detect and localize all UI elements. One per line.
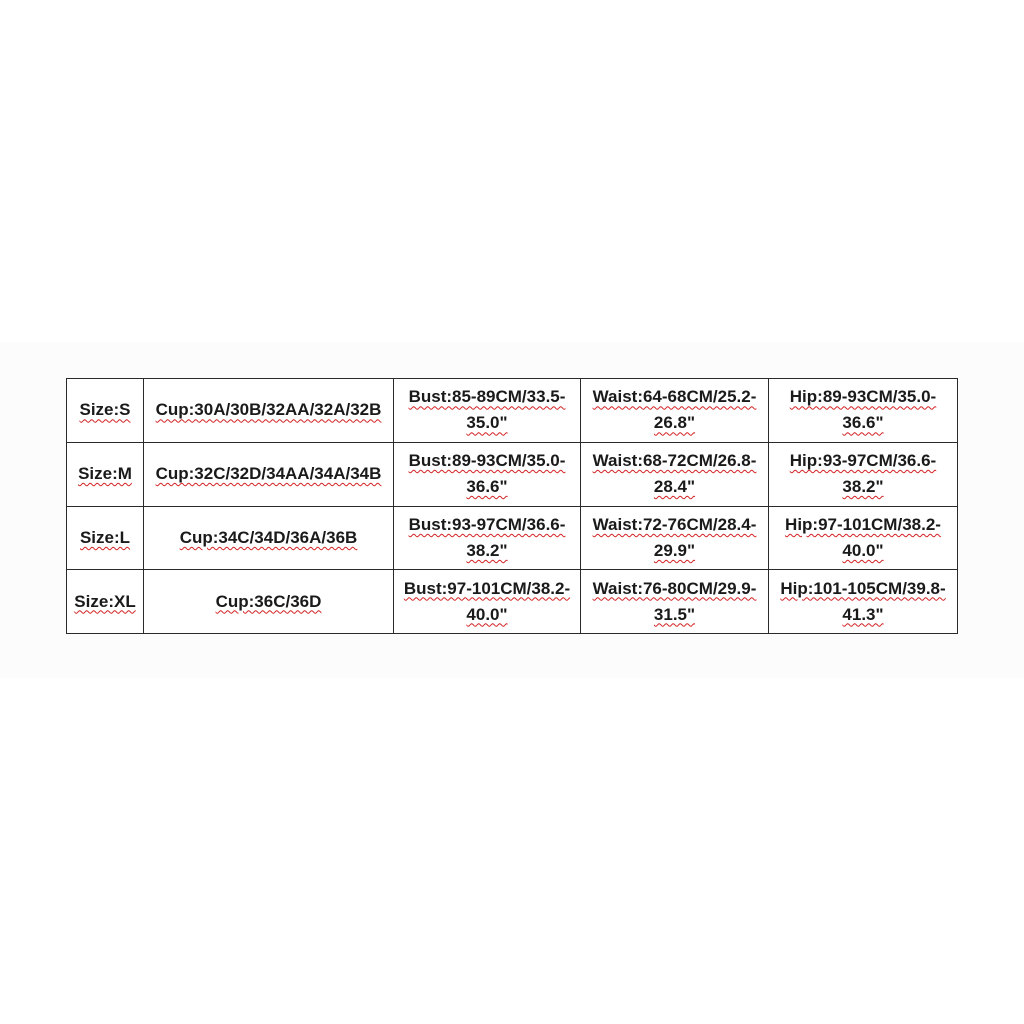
hip-line-2: 36.6" [842, 413, 884, 433]
cup-cell [144, 379, 394, 443]
table-row [67, 379, 958, 443]
size-cell [67, 379, 144, 443]
table-row [67, 442, 958, 506]
size-chart-table [66, 378, 958, 634]
bust-line-1: Bust:93-97CM/36.6- [408, 514, 566, 534]
hip-line-1: Hip:97-101CM/38.2- [785, 514, 941, 534]
hip-line-1: Hip:93-97CM/36.6- [789, 451, 937, 471]
bust-line-2: 38.2" [466, 540, 508, 560]
waist-cell [581, 442, 769, 506]
bust-line-2: 36.6" [466, 477, 508, 497]
hip-cell [769, 379, 958, 443]
cup-label: Cup:36C/36D [215, 591, 322, 611]
cup-label: Cup:30A/30B/32AA/32A/32B [155, 400, 382, 420]
hip-line-1: Hip:89-93CM/35.0- [789, 387, 937, 407]
cup-cell [144, 442, 394, 506]
bust-line-1: Bust:85-89CM/33.5- [408, 387, 566, 407]
bust-cell [394, 379, 581, 443]
waist-line-1: Waist:72-76CM/28.4- [592, 514, 757, 534]
hip-line-2: 38.2" [842, 477, 884, 497]
bust-line-1: Bust:89-93CM/35.0- [408, 451, 566, 471]
bust-cell [394, 506, 581, 570]
hip-line-2: 40.0" [842, 540, 884, 560]
hip-cell [769, 570, 958, 634]
size-cell [67, 442, 144, 506]
size-label: Size:XL [74, 591, 136, 611]
waist-line-2: 26.8" [653, 413, 696, 433]
hip-line-2: 41.3" [842, 604, 884, 624]
hip-cell [769, 506, 958, 570]
size-cell [67, 570, 144, 634]
size-label: Size:L [79, 527, 131, 547]
waist-cell [581, 506, 769, 570]
table-row [67, 506, 958, 570]
size-label: Size:S [79, 400, 131, 420]
waist-line-2: 31.5" [653, 604, 696, 624]
waist-cell [581, 379, 769, 443]
waist-line-1: Waist:76-80CM/29.9- [592, 578, 757, 598]
bust-cell [394, 570, 581, 634]
bust-cell [394, 442, 581, 506]
size-cell [67, 506, 144, 570]
bust-line-1: Bust:97-101CM/38.2- [403, 578, 571, 598]
waist-line-2: 29.9" [653, 540, 696, 560]
cup-label: Cup:32C/32D/34AA/34A/34B [155, 464, 382, 484]
hip-line-1: Hip:101-105CM/39.8- [780, 578, 946, 598]
waist-cell [581, 570, 769, 634]
bust-line-2: 35.0" [466, 413, 508, 433]
cup-label: Cup:34C/34D/36A/36B [179, 527, 358, 547]
table-row [67, 570, 958, 634]
bust-line-2: 40.0" [466, 604, 508, 624]
waist-line-2: 28.4" [653, 477, 696, 497]
cup-cell [144, 506, 394, 570]
size-label: Size:M [78, 464, 132, 484]
waist-line-1: Waist:64-68CM/25.2- [592, 387, 757, 407]
hip-cell [769, 442, 958, 506]
cup-cell [144, 570, 394, 634]
waist-line-1: Waist:68-72CM/26.8- [592, 451, 757, 471]
